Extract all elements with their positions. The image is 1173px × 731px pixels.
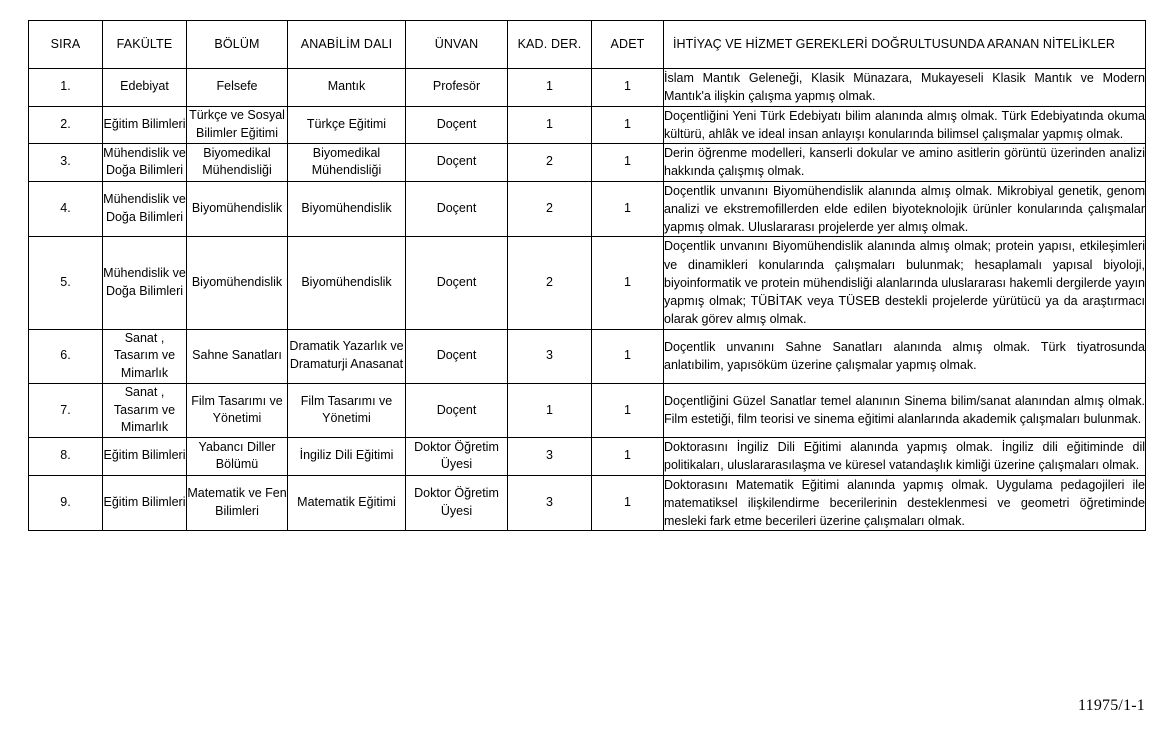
cell-sira: 1. (29, 69, 103, 107)
cell-adet: 1 (592, 237, 664, 329)
cell-unvan: Doçent (406, 106, 508, 144)
cell-adet: 1 (592, 329, 664, 383)
cell-adet: 1 (592, 106, 664, 144)
table-header (29, 21, 1146, 69)
cell-sira: 3. (29, 144, 103, 182)
cell-nitelikler: Doçentlik unvanını Sahne Sanatları alanında almış olmak. Türk tiyatrosunda anlatıbilim, yapısöküm üzerine çalışmalar yapmış olmak. (664, 329, 1146, 383)
table-row (29, 329, 1146, 383)
cell-fakulte: Mühendislik ve Doğa Bilimleri (103, 237, 187, 329)
cell-sira: 8. (29, 438, 103, 476)
cell-anabilim-dali: Biyomühendislik (288, 181, 406, 237)
cell-unvan: Doçent (406, 329, 508, 383)
cell-kadro-derecesi: 1 (508, 69, 592, 107)
cell-kadro-derecesi: 2 (508, 237, 592, 329)
cell-bolum: Biyomedikal Mühendisliği (187, 144, 288, 182)
cell-kadro-derecesi: 1 (508, 106, 592, 144)
cell-anabilim-dali: İngiliz Dili Eğitimi (288, 438, 406, 476)
cell-kadro-derecesi: 2 (508, 181, 592, 237)
cell-adet: 1 (592, 144, 664, 182)
cell-kadro-derecesi: 1 (508, 383, 592, 437)
cell-bolum: Biyomühendislik (187, 181, 288, 237)
table-row (29, 144, 1146, 182)
cell-adet: 1 (592, 69, 664, 107)
cell-kadro-derecesi: 2 (508, 144, 592, 182)
cell-fakulte: Eğitim Bilimleri (103, 106, 187, 144)
cell-nitelikler: Doçentlik unvanını Biyomühendislik alanında almış olmak; protein yapısı, etkileşimleri ve dinamikleri konularında çalışmaları bulunmak; hesaplamalı yapısal biyoloji, biyoinformatik ve protein mühendisliği alanlarında uluslararası hakemli dergilerde yayın yapmış olmak; TÜBİTAK veya TÜSEB destekli projelerde yürütücü ya da araştırmacı olarak görev almış olmak. (664, 237, 1146, 329)
cell-anabilim-dali: Matematik Eğitimi (288, 475, 406, 531)
column-header-sira: SIRA (29, 21, 103, 69)
column-header-unvan: ÜNVAN (406, 21, 508, 69)
cell-nitelikler: Doktorasını Matematik Eğitimi alanında yapmış olmak. Uygulama pedagojileri ile matematiksel ilişkilendirme becerilerinin desteklenmesi ve geometri öğretiminde mesleki fark etme becerileri üzerine çalışmaları olmak. (664, 475, 1146, 531)
cell-anabilim-dali: Biyomedikal Mühendisliği (288, 144, 406, 182)
cell-unvan: Profesör (406, 69, 508, 107)
cell-nitelikler: Doçentliğini Yeni Türk Edebiyatı bilim alanında almış olmak. Türk Edebiyatında okuma kültürü, ahlâk ve ideal insan anlayışı konularında bilimsel çalışmalar yapmış olmak. (664, 106, 1146, 144)
cell-fakulte: Mühendislik ve Doğa Bilimleri (103, 181, 187, 237)
cell-fakulte: Eğitim Bilimleri (103, 475, 187, 531)
cell-sira: 7. (29, 383, 103, 437)
cell-unvan: Doçent (406, 237, 508, 329)
column-header-fakulte: FAKÜLTE (103, 21, 187, 69)
academic-positions-table (28, 20, 1146, 531)
cell-unvan: Doçent (406, 383, 508, 437)
cell-kadro-derecesi: 3 (508, 438, 592, 476)
cell-bolum: Biyomühendislik (187, 237, 288, 329)
cell-fakulte: Mühendislik ve Doğa Bilimleri (103, 144, 187, 182)
cell-sira: 9. (29, 475, 103, 531)
cell-nitelikler: Doçentlik unvanını Biyomühendislik alanında almış olmak. Mikrobiyal genetik, genom analizi ve ekstremofillerden elde edilen biyoteknolojik ürünler konularında çalışmalar yapmış olmak. Uluslararası projelerde yer almış olmak. (664, 181, 1146, 237)
cell-sira: 5. (29, 237, 103, 329)
cell-nitelikler: İslam Mantık Geleneği, Klasik Münazara, Mukayeseli Klasik Mantık ve Modern Mantık'a ilişkin çalışma yapmış olmak. (664, 69, 1146, 107)
cell-fakulte: Sanat , Tasarım ve Mimarlık (103, 383, 187, 437)
column-header-adet: ADET (592, 21, 664, 69)
cell-kadro-derecesi: 3 (508, 475, 592, 531)
cell-fakulte: Sanat , Tasarım ve Mimarlık (103, 329, 187, 383)
column-header-bolum: BÖLÜM (187, 21, 288, 69)
cell-bolum: Film Tasarımı ve Yönetimi (187, 383, 288, 437)
cell-anabilim-dali: Türkçe Eğitimi (288, 106, 406, 144)
cell-unvan: Doçent (406, 181, 508, 237)
cell-bolum: Türkçe ve Sosyal Bilimler Eğitimi (187, 106, 288, 144)
table-row (29, 181, 1146, 237)
cell-adet: 1 (592, 181, 664, 237)
table-body (29, 69, 1146, 531)
table-row (29, 237, 1146, 329)
cell-sira: 4. (29, 181, 103, 237)
table-row (29, 69, 1146, 107)
cell-anabilim-dali: Film Tasarımı ve Yönetimi (288, 383, 406, 437)
cell-unvan: Doktor Öğretim Üyesi (406, 475, 508, 531)
table-row (29, 475, 1146, 531)
cell-nitelikler: Doktorasını İngiliz Dili Eğitimi alanında yapmış olmak. İngiliz dili eğitiminde dil politikaları, uluslararasılaşma ve küresel vatandaşlık kimliği üzerine çalışmaları olmak. (664, 438, 1146, 476)
cell-bolum: Sahne Sanatları (187, 329, 288, 383)
cell-adet: 1 (592, 438, 664, 476)
table-row (29, 383, 1146, 437)
cell-anabilim-dali: Mantık (288, 69, 406, 107)
cell-anabilim-dali: Dramatik Yazarlık ve Dramaturji Anasanat (288, 329, 406, 383)
cell-nitelikler: Doçentliğini Güzel Sanatlar temel alanının Sinema bilim/sanat alanından almış olmak. Film estetiği, film teorisi ve sinema eğitimi alanlarında akademik çalışmaları bulunmak. (664, 383, 1146, 437)
table-header-row (29, 21, 1146, 69)
cell-unvan: Doçent (406, 144, 508, 182)
cell-unvan: Doktor Öğretim Üyesi (406, 438, 508, 476)
cell-fakulte: Edebiyat (103, 69, 187, 107)
cell-kadro-derecesi: 3 (508, 329, 592, 383)
cell-bolum: Matematik ve Fen Bilimleri (187, 475, 288, 531)
cell-bolum: Felsefe (187, 69, 288, 107)
column-header-nitelikler: İHTİYAÇ VE HİZMET GEREKLERİ DOĞRULTUSUNDA ARANAN NİTELİKLER (664, 21, 1146, 69)
cell-adet: 1 (592, 475, 664, 531)
cell-sira: 6. (29, 329, 103, 383)
cell-anabilim-dali: Biyomühendislik (288, 237, 406, 329)
cell-nitelikler: Derin öğrenme modelleri, kanserli dokular ve amino asitlerin görüntü üzerinden analizi hakkında çalışmış olmak. (664, 144, 1146, 182)
column-header-anabilim-dali: ANABİLİM DALI (288, 21, 406, 69)
table-row (29, 438, 1146, 476)
cell-sira: 2. (29, 106, 103, 144)
cell-bolum: Yabancı Diller Bölümü (187, 438, 288, 476)
column-header-kadro-derecesi: KAD. DER. (508, 21, 592, 69)
cell-adet: 1 (592, 383, 664, 437)
cell-fakulte: Eğitim Bilimleri (103, 438, 187, 476)
document-footer-code: 11975/1-1 (1078, 697, 1145, 714)
table-row (29, 106, 1146, 144)
